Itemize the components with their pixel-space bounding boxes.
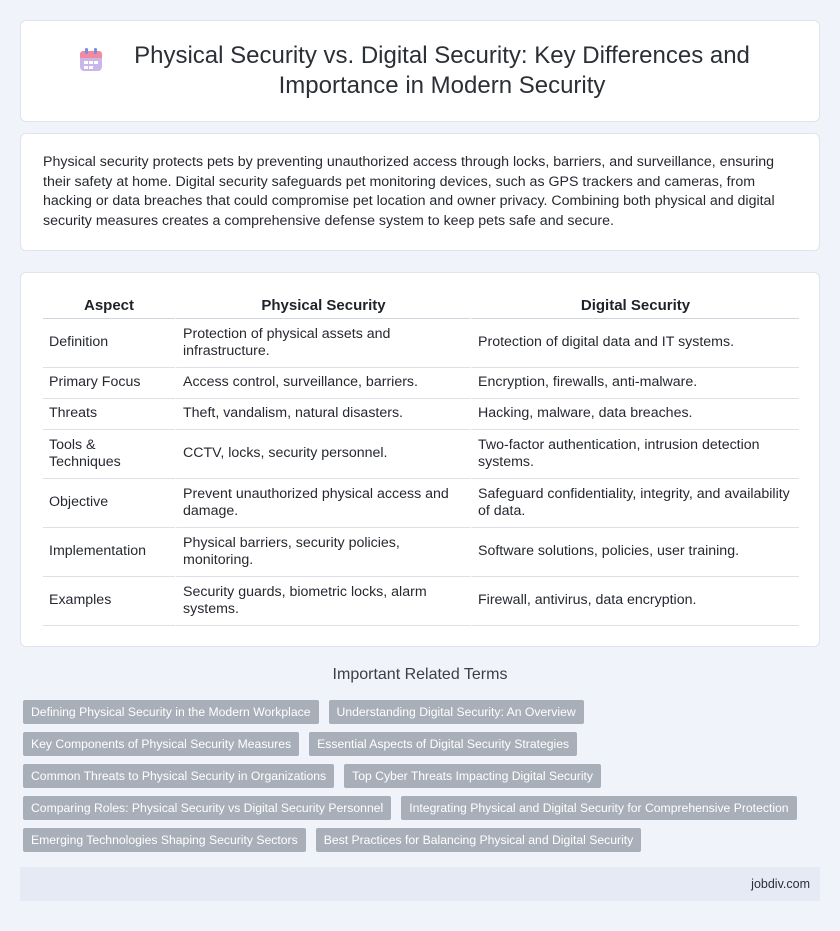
row-digital: Firewall, antivirus, data encryption.: [470, 577, 799, 626]
footer: [20, 867, 820, 901]
comparison-card: [20, 272, 820, 647]
row-physical: Security guards, biometric locks, alarm systems.: [175, 577, 470, 626]
table-row: [43, 430, 799, 479]
related-term-link[interactable]: Best Practices for Balancing Physical and Digital Security: [316, 828, 642, 852]
related-term-link[interactable]: Key Components of Physical Security Measures: [23, 732, 299, 756]
page-title: Physical Security vs. Digital Security: Key Differences and Importance in Modern Security: [134, 42, 750, 99]
tag-row: [23, 732, 820, 756]
related-term-link[interactable]: Defining Physical Security in the Modern Workplace: [23, 700, 319, 724]
row-digital: Protection of digital data and IT systems.: [470, 319, 799, 368]
comparison-table: [43, 293, 799, 626]
row-digital: Encryption, firewalls, anti-malware.: [470, 368, 799, 399]
related-term-link[interactable]: Comparing Roles: Physical Security vs Digital Security Personnel: [23, 796, 391, 820]
header-physical: Physical Security: [175, 293, 470, 319]
row-aspect: Definition: [43, 319, 175, 368]
related-terms-title: Important Related Terms: [332, 666, 508, 683]
table-row: [43, 528, 799, 577]
row-physical: Protection of physical assets and infrastructure.: [175, 319, 470, 368]
table-row: [43, 319, 799, 368]
table-row: [43, 577, 799, 626]
row-physical: Access control, surveillance, barriers.: [175, 368, 470, 399]
row-digital: Two-factor authentication, intrusion detection systems.: [470, 430, 799, 479]
tag-row: [23, 700, 820, 724]
related-term-link[interactable]: Common Threats to Physical Security in Organizations: [23, 764, 334, 788]
row-aspect: Implementation: [43, 528, 175, 577]
row-physical: Physical barriers, security policies, monitoring.: [175, 528, 470, 577]
title-wrap: [78, 41, 762, 101]
header-aspect: Aspect: [43, 293, 175, 319]
related-term-link[interactable]: Essential Aspects of Digital Security Strategies: [309, 732, 577, 756]
related-term-link[interactable]: Top Cyber Threats Impacting Digital Security: [344, 764, 601, 788]
tag-row: [23, 828, 820, 852]
footer-site-link[interactable]: jobdiv.com: [751, 877, 810, 891]
row-aspect: Tools & Techniques: [43, 430, 175, 479]
table-row: [43, 368, 799, 399]
row-aspect: Primary Focus: [43, 368, 175, 399]
tag-row: [23, 764, 820, 788]
row-aspect: Examples: [43, 577, 175, 626]
row-physical: Theft, vandalism, natural disasters.: [175, 399, 470, 430]
related-terms-list: [23, 700, 820, 860]
title-card: [20, 20, 820, 122]
row-digital: Safeguard confidentiality, integrity, and availability of data.: [470, 479, 799, 528]
intro-card: [20, 133, 820, 251]
related-term-link[interactable]: Integrating Physical and Digital Security for Comprehensive Protection: [401, 796, 796, 820]
tag-row: [23, 796, 820, 820]
row-digital: Software solutions, policies, user training.: [470, 528, 799, 577]
related-term-link[interactable]: Understanding Digital Security: An Overview: [329, 700, 584, 724]
calendar-icon: [78, 47, 104, 73]
row-aspect: Objective: [43, 479, 175, 528]
table-header-row: [43, 293, 799, 319]
row-digital: Hacking, malware, data breaches.: [470, 399, 799, 430]
table-row: [43, 479, 799, 528]
header-digital: Digital Security: [470, 293, 799, 319]
row-aspect: Threats: [43, 399, 175, 430]
table-row: [43, 399, 799, 430]
intro-paragraph: Physical security protects pets by preventing unauthorized access through locks, barriers, and surveillance, ensuring their safety at home. Digital security safeguards pet monitoring devices, such as GPS trackers and cameras, from hacking or data breaches that could compromise pet location and owner privacy. Combining both physical and digital security measures creates a comprehensive defense system to keep pets safe and secure.: [43, 154, 775, 229]
related-term-link[interactable]: Emerging Technologies Shaping Security Sectors: [23, 828, 306, 852]
row-physical: CCTV, locks, security personnel.: [175, 430, 470, 479]
row-physical: Prevent unauthorized physical access and damage.: [175, 479, 470, 528]
